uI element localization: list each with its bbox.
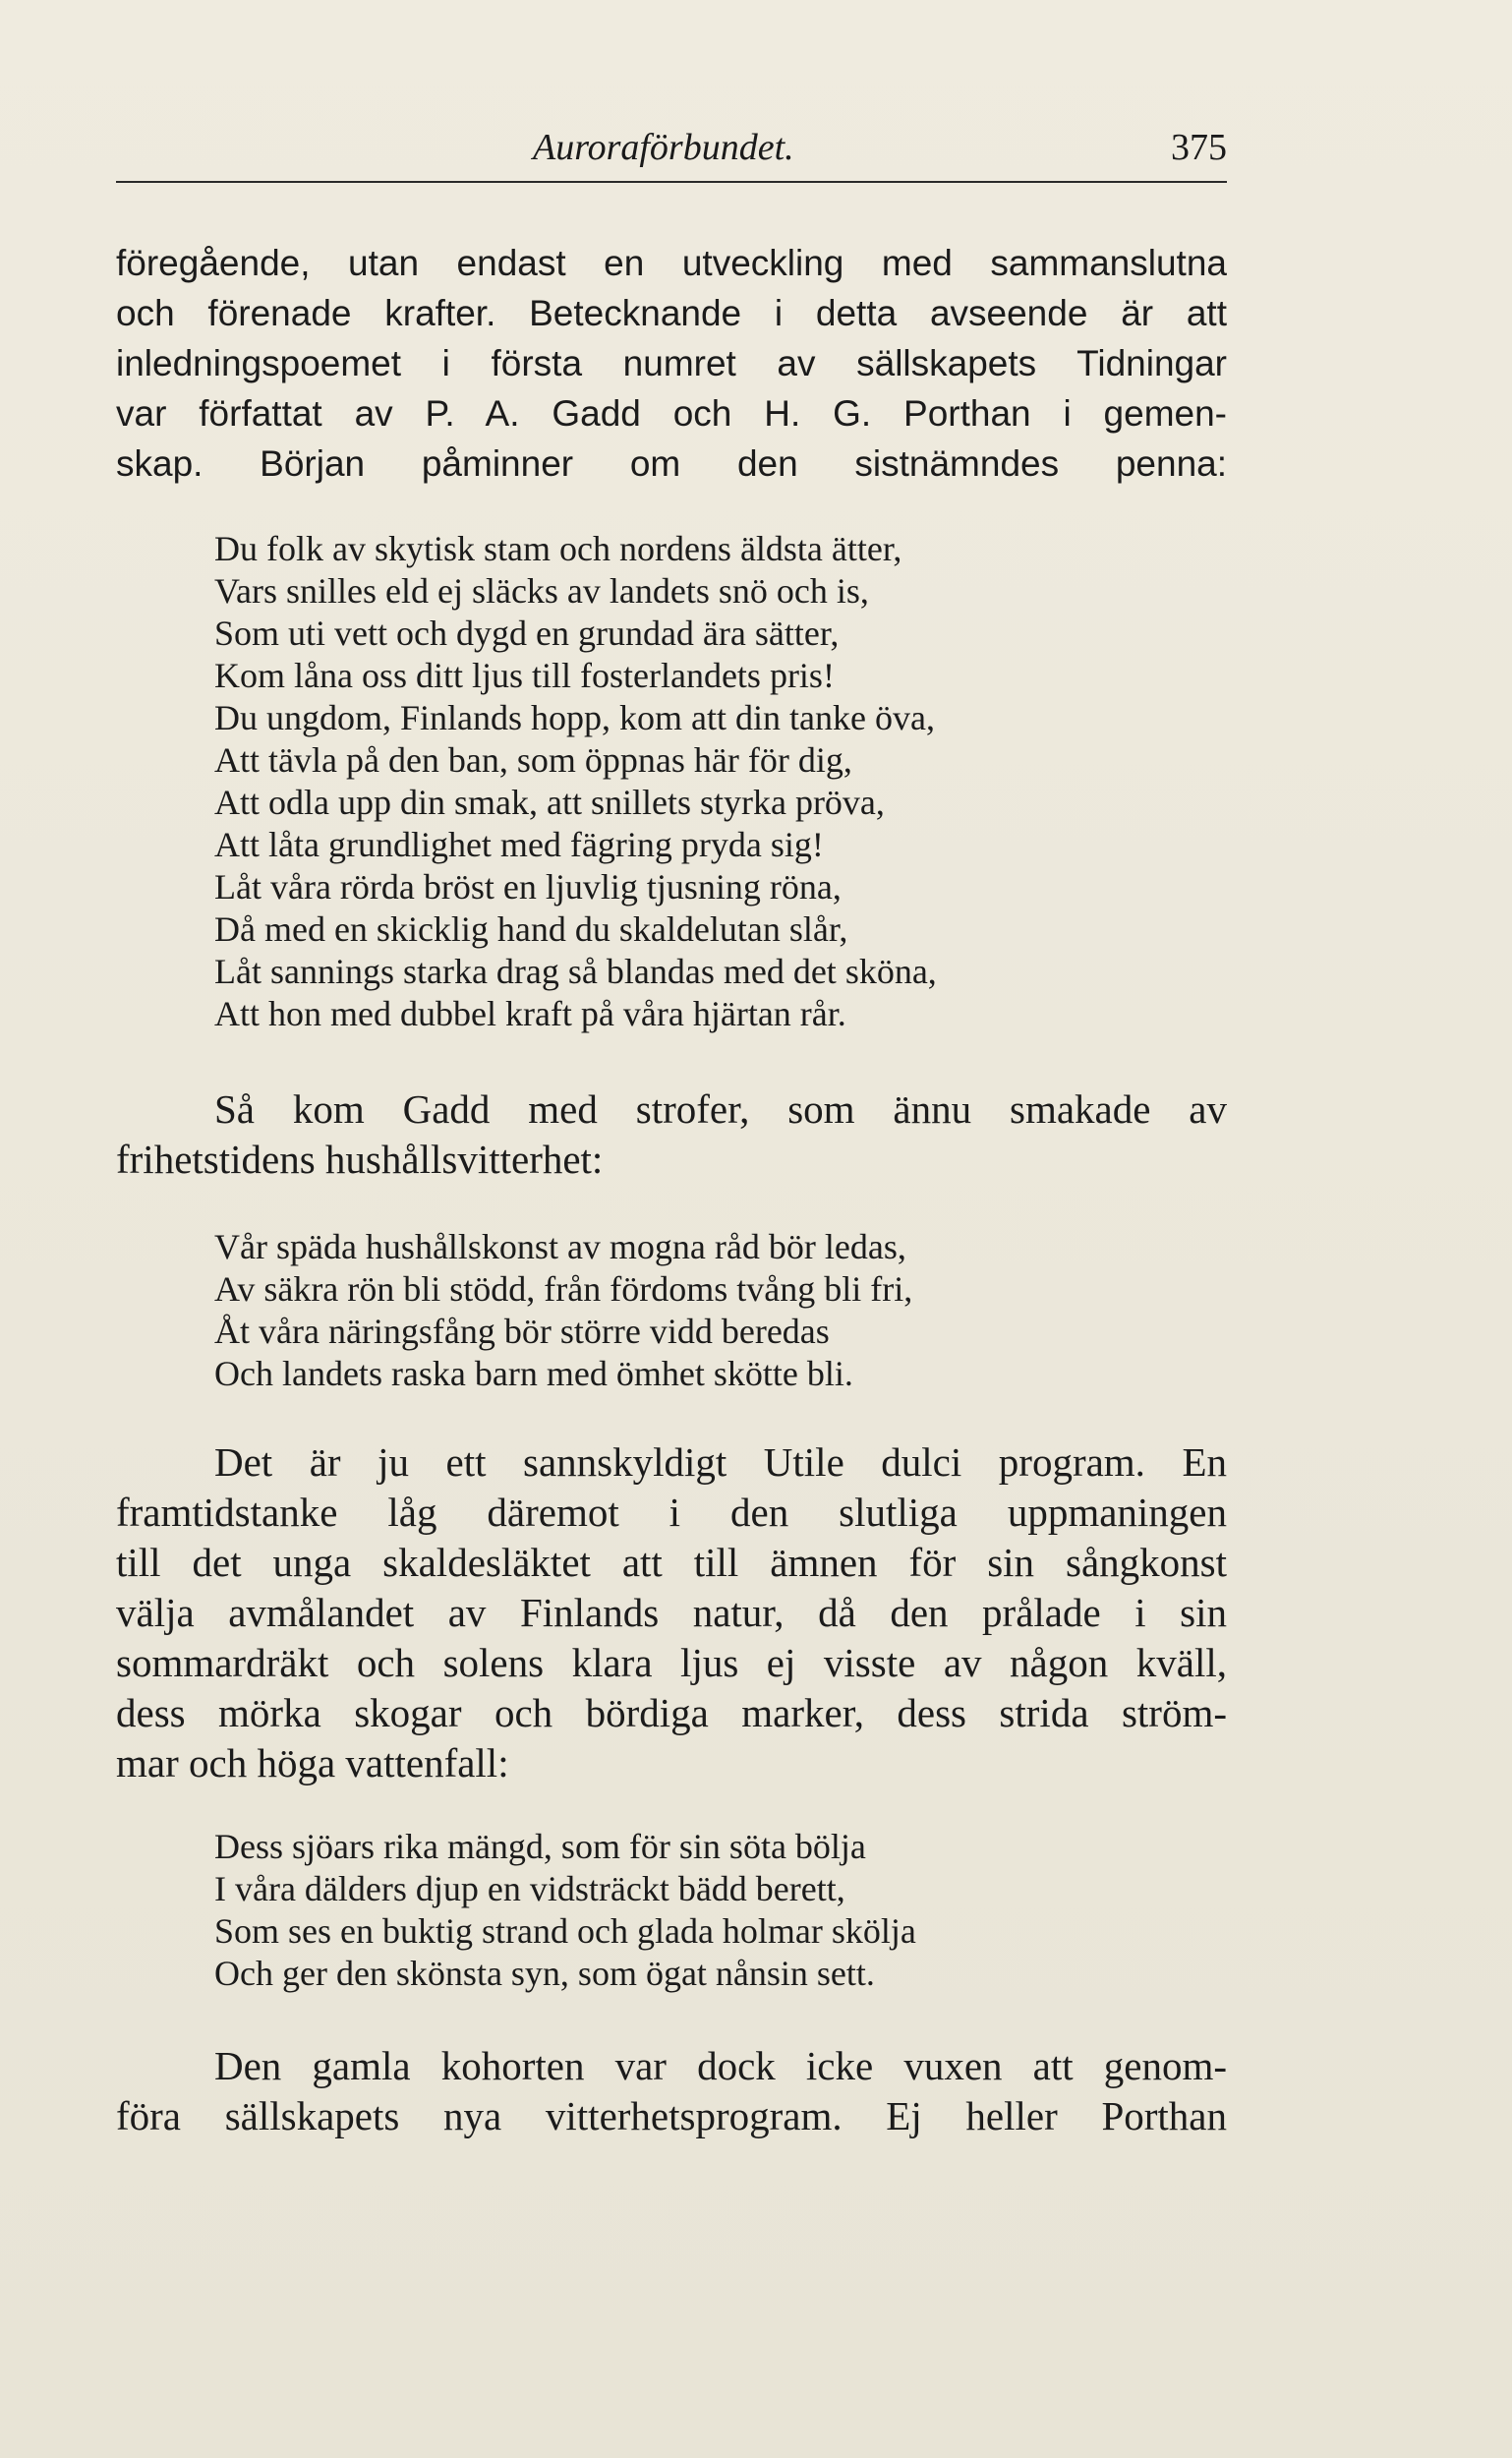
verse-line: Du ungdom, Finlands hopp, kom att din tanke öva, [214,698,935,737]
verse-line: Låt sannings starka drag så blandas med det sköna, [214,952,937,991]
paragraph-1 [116,238,1227,489]
poem-1 [214,528,937,1035]
text-line: sommardräkt och solens klara ljus ej visste av någon kväll, [116,1640,1227,1685]
text-line: var författat av P. A. Gadd och H. G. Porthan i gemen- [116,393,1227,434]
verse-line: Att tävla på den ban, som öppnas här för dig, [214,740,852,780]
verse-line: Av säkra rön bli stödd, från fördoms tvång bli fri, [214,1269,913,1309]
text-line: och förenade krafter. Betecknande i detta avseende är att [116,293,1227,333]
text-line: skap. Början påminner om den sistnämndes penna: [116,443,1227,484]
paragraph-4 [116,2041,1227,2141]
running-title: Auroraförbundet. [533,127,794,168]
verse-line: Och landets raska barn med ömhet skötte bli. [214,1354,853,1393]
page-number: 375 [1171,127,1227,168]
text-line: inledningspoemet i första numret av sällskapets Tidningar [116,343,1227,383]
verse-line: Att låta grundlighet med fägring pryda sig! [214,825,824,864]
page-header [116,126,1227,173]
verse-line: I våra dälders djup en vidsträckt bädd berett, [214,1869,845,1908]
poem-2 [214,1226,912,1395]
verse-line: Vår späda hushållskonst av mogna råd bör ledas, [214,1227,906,1266]
text-line: framtidstanke låg däremot i den slutliga uppmaningen [116,1490,1227,1535]
text-line: föra sällskapets nya vitterhetsprogram. Ej heller Porthan [116,2093,1227,2138]
verse-line: Och ger den skönsta syn, som ögat nånsin sett. [214,1954,875,1993]
paragraph-2 [116,1084,1227,1185]
verse-line: Kom låna oss ditt ljus till fosterlandets pris! [214,656,835,695]
text-line: välja avmålandet av Finlands natur, då den prålade i sin [116,1590,1227,1635]
verse-line: Du folk av skytisk stam och nordens äldsta ätter, [214,529,902,568]
verse-line: Att odla upp din smak, att snillets styrka pröva, [214,783,885,822]
text-line: frihetstidens hushållsvitterhet: [116,1137,604,1182]
verse-line: Åt våra näringsfång bör större vidd beredas [214,1312,830,1351]
verse-line: Som ses en buktig strand och glada holmar skölja [214,1911,916,1951]
poem-3 [214,1826,916,1995]
verse-line: Vars snilles eld ej släcks av landets snö och is, [214,571,869,611]
paragraph-3 [116,1437,1227,1788]
verse-line: Dess sjöars rika mängd, som för sin söta bölja [214,1827,866,1866]
text-line: Det är ju ett sannskyldigt Utile dulci program. En [214,1439,1227,1485]
verse-line: Då med en skicklig hand du skaldelutan slår, [214,909,848,949]
verse-line: Som uti vett och dygd en grundad ära sätter, [214,614,840,653]
text-line: Den gamla kohorten var dock icke vuxen att genom- [214,2043,1227,2088]
text-line: Så kom Gadd med strofer, som ännu smakade av [214,1086,1227,1132]
verse-line: Låt våra rörda bröst en ljuvlig tjusning röna, [214,867,842,907]
verse-line: Att hon med dubbel kraft på våra hjärtan rår. [214,994,846,1033]
text-line: föregående, utan endast en utveckling med sammanslutna [116,243,1227,283]
text-line: dess mörka skogar och bördiga marker, dess strida ström- [116,1690,1227,1735]
header-rule [116,181,1227,183]
text-line: mar och höga vattenfall: [116,1740,509,1785]
text-line: till det unga skaldesläktet att till ämnen för sin sångkonst [116,1540,1227,1585]
